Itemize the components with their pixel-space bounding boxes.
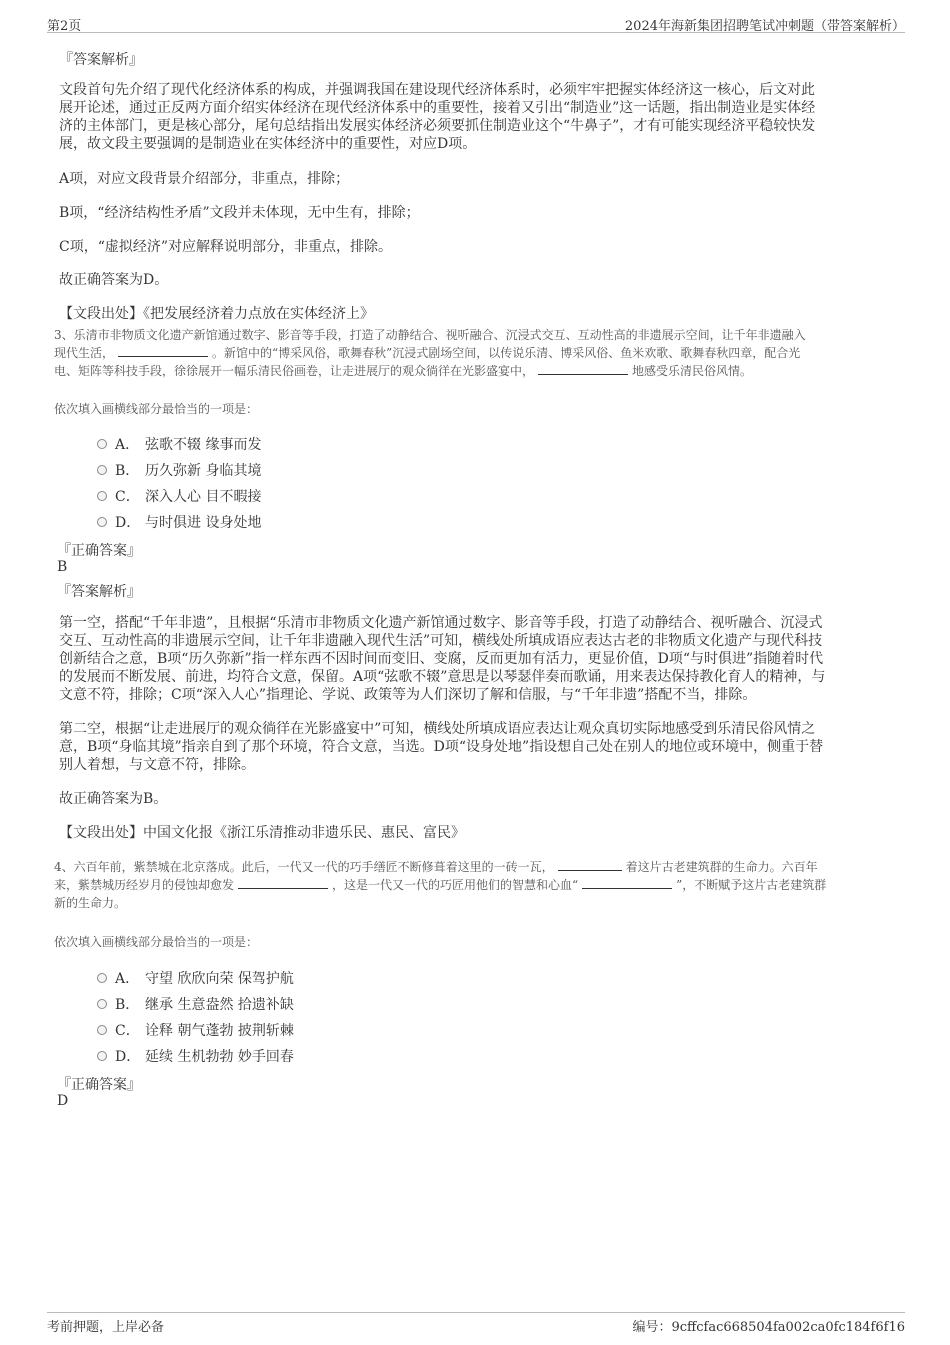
prev-option-c-note: C项，“虚拟经济”对应解释说明部分，非重点，排除。 [59,239,393,255]
option-a[interactable]: A． 守望 欣欣向荣 保驾护航 [97,968,294,988]
question-3-options [97,434,261,532]
prev-conclusion: 故正确答案为D。 [59,272,169,288]
q4-correct-label: 『正确答案』 [57,1077,141,1093]
text-line: 的发展而不断发展、前进，均符合文意，保留。A项“弦歌不辍”意思是以琴瑟伴奏而歌诵，用来表达保持教化育人的精神，与 [59,669,826,685]
question-4-options [97,968,294,1066]
q3-analysis-paragraph-1 [59,614,899,704]
option-c[interactable]: C． 深入人心 目不暇接 [97,486,261,506]
prev-analysis-paragraph [59,81,899,153]
prev-option-b-note: B项，“经济结构性矛盾”文段并未体现，无中生有，排除； [59,205,420,221]
option-d[interactable]: D． 与时俱进 设身处地 [97,512,261,532]
prev-analysis-label: 『答案解析』 [59,52,143,68]
question-3-stem [54,326,904,380]
text-line: 新的生命力。 [54,896,127,910]
text-line: 3、乐清市非物质文化遗产新馆通过数字、影音等手段，打造了动静结合、视听融合、沉浸式交互、互动性高的非遗展示空间，让千年非遗融入 [54,328,806,342]
text-line: 现代生活， 。新馆中的“博采风俗，歌舞春秋”沉浸式剧场空间，以传说乐清、博采风俗、鱼米欢歌、歌舞春秋四章，配合光 [54,346,801,360]
prev-option-a-note: A项，对应文段背景介绍部分，非重点，排除； [59,171,350,187]
text-line: 第二空，根据“让走进展厅的观众徜徉在光影盛宴中”可知，横线处所填成语应表达让观众真切实际地感受到乐清民俗风情之 [59,721,816,737]
q3-source: 【文段出处】中国文化报《浙江乐清推动非遗乐民、惠民、富民》 [59,825,465,841]
text-line: 展开论述，通过正反两方面介绍实体经济在现代经济体系中的重要性，接着又引出“制造业”这一话题，指出制造业是实体经 [59,100,816,116]
text-line: 4、六百年前，紫禁城在北京落成。此后，一代又一代的巧手缮匠不断修葺着这里的一砖一瓦， 着这片古老建筑群的生命力。六百年 [54,860,818,874]
q3-analysis-label: 『答案解析』 [57,584,141,600]
fill-blank [558,858,622,871]
option-a[interactable]: A． 弦歌不辍 缘事而发 [97,434,261,454]
page-header [47,10,905,33]
q3-correct-label: 『正确答案』 [57,543,141,559]
text-line: 创新结合之意，B项“历久弥新”指一样东西不因时间而变旧、变腐，反而更加有活力，更显价值，D项“与时俱进”指随着时代 [59,651,824,667]
text-line: 济的主体部门，更是核心部分，尾句总结指出发展实体经济必须要抓住制造业这个“牛鼻子”，才有可能实现经济平稳较快发 [59,118,816,134]
text-line: 电、矩阵等科技手段，徐徐展开一幅乐清民俗画卷，让走进展厅的观众徜徉在光影盛宴中， 地感受乐清民俗风情。 [54,364,753,378]
radio-button[interactable] [97,973,107,983]
radio-button[interactable] [97,999,107,1009]
fill-blank [238,876,328,889]
text-line: 别人着想，与文意不符，排除。 [59,757,255,773]
option-b[interactable]: B． 继承 生意盎然 拾遗补缺 [97,994,294,1014]
fill-blank [118,344,208,357]
document-code: 编号：9cffcfac668504fa002ca0fc184f6f16 [632,1320,905,1335]
q3-analysis-paragraph-2 [59,720,899,774]
q3-conclusion: 故正确答案为B。 [59,791,168,807]
fill-blank [582,876,672,889]
text-line: 文意不符，排除；C项“深入人心”指理论、学说、政策等为人们深切了解和信服，与“千年非遗”搭配不当，排除。 [59,687,757,703]
radio-button[interactable] [97,491,107,501]
option-d[interactable]: D． 延续 生机勃勃 妙手回春 [97,1046,294,1066]
footer-slogan: 考前押题，上岸必备 [47,1320,165,1335]
radio-button[interactable] [97,1025,107,1035]
question-4-prompt: 依次填入画横线部分最恰当的一项是： [54,935,259,949]
prev-source: 【文段出处】《把发展经济着力点放在实体经济上》 [59,306,374,322]
q4-correct-answer: D [57,1093,69,1109]
option-c[interactable]: C． 诠释 朝气蓬勃 披荆斩棘 [97,1020,294,1040]
text-line: 第一空，搭配“千年非遗”，且根据“乐清市非物质文化遗产新馆通过数字、影音等手段，打造了动静结合、视听融合、沉浸式 [59,615,823,631]
question-3-prompt: 依次填入画横线部分最恰当的一项是： [54,402,259,416]
page-footer [47,1312,905,1335]
text-line: 来，紫禁城历经岁月的侵蚀却愈发 ，这是一代又一代的巧匠用他们的智慧和心血“ ”，不断赋予这片古老建筑群 [54,878,827,892]
radio-button[interactable] [97,1051,107,1061]
radio-button[interactable] [97,439,107,449]
option-b[interactable]: B． 历久弥新 身临其境 [97,460,261,480]
question-4-stem [54,858,904,912]
text-line: 展，故文段主要强调的是制造业在实体经济中的重要性，对应D项。 [59,136,477,152]
q3-correct-answer: B [57,559,68,575]
text-line: 交互、互动性高的非遗展示空间，让千年非遗融入现代生活”可知，横线处所填成语应表达古老的非物质文化遗产与现代科技 [59,633,823,649]
radio-button[interactable] [97,517,107,527]
radio-button[interactable] [97,465,107,475]
fill-blank [538,362,628,375]
text-line: 意，B项“身临其境”指亲自到了那个环境，符合文意，当选。D项“设身处地”指设想自己处在别人的地位或环境中，侧重于替 [59,739,824,755]
document-title: 2024年海新集团招聘笔试冲刺题（带答案解析） [624,19,905,34]
page-number: 第2页 [47,19,82,34]
text-line: 文段首句先介绍了现代化经济体系的构成，并强调我国在建设现代经济体系时，必须牢牢把握实体经济这一核心，后文对此 [59,82,815,98]
